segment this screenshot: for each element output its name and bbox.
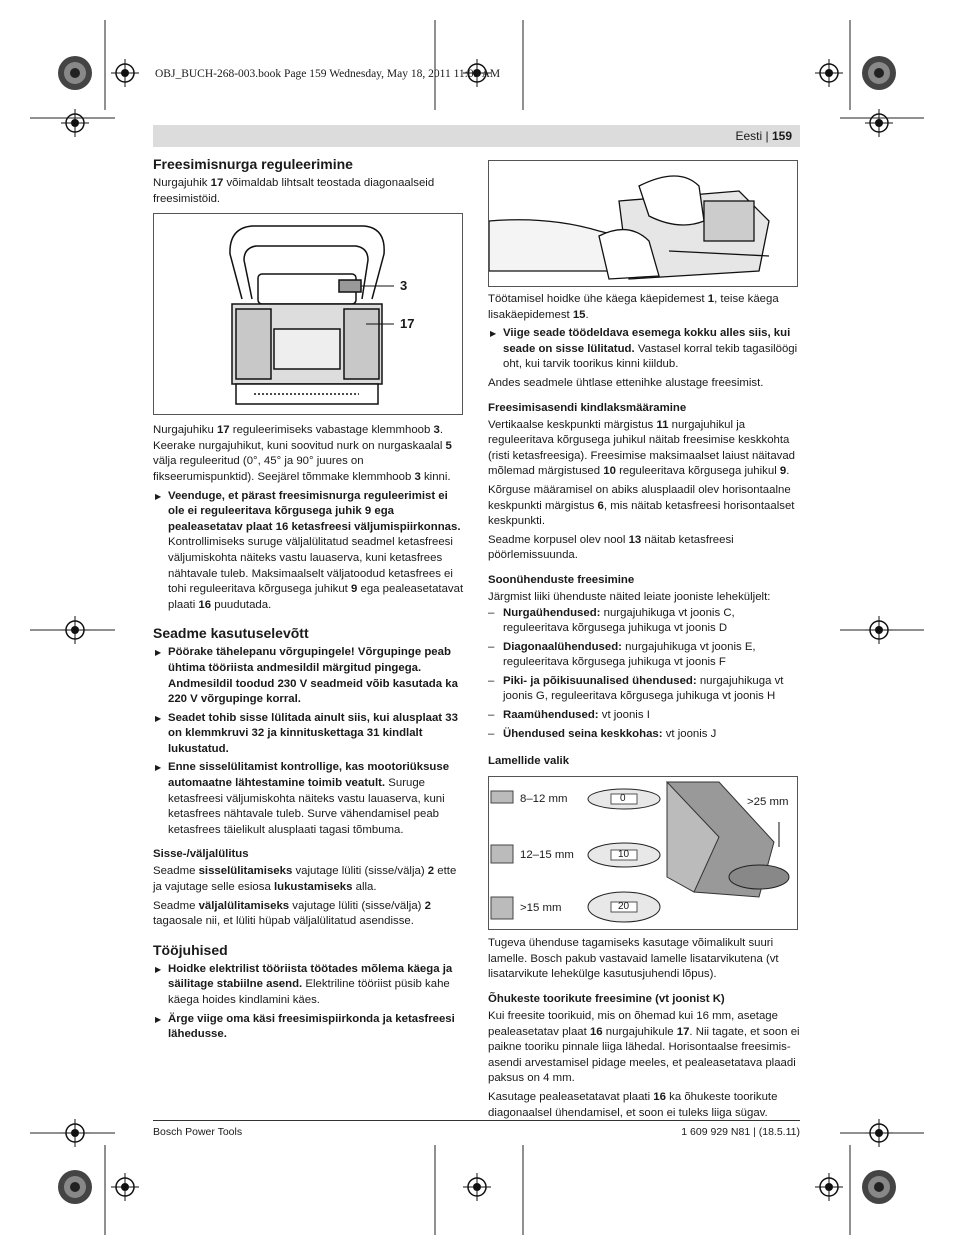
- hands-photo-figure: [488, 160, 798, 287]
- lamella-size-1: 0: [620, 793, 626, 805]
- subsection-title: Lamellide valik: [488, 755, 570, 768]
- paragraph: Tugeva ühenduse tagamiseks kasutage võimalikult suuri lamelle. Bosch pakub vastavaid lamelle lisatarvikutena (vt lisatarvikute lehekülge kasutusjuhendi lõpus).: [488, 937, 779, 981]
- right-column: [488, 160, 800, 1124]
- lamella-size-3: 20: [618, 901, 630, 913]
- lamella-range-2: 12–15 mm: [520, 849, 574, 862]
- bullet-item: ▶ Pöörake tähelepanu võrgupingele! Võrgupinge peab ühtima tööriista andmesildil märgitud pingega. Andmesildil toodud 230 V seadmeid võib kasutada ka 220 V võrgupinge korral.: [153, 645, 465, 707]
- list-item: – Nurgaühendused: nurgajuhikuga vt joonis C, reguleeritava kõrgusega juhikuga vt joonis D: [488, 606, 800, 637]
- paragraph: Nurgajuhiku 17 reguleerimiseks vabastage klemmhoob 3. Keerake nurgajuhikut, kuni soovitud nurk on nurgaskaalal 5 välja reguleeritud (0°, 45° ja 90° juures on fikseerumispunktid). Seejärel tõmmake klemmhoob 3 kinni.: [153, 424, 452, 483]
- bullet-item: ▶ Ärge viige oma käsi freesimispiirkonda ja ketasfreesi lähedusse.: [153, 1012, 465, 1043]
- bullet-item: ▶ Hoidke elektrilist tööriista töötades mõlema käega ja säilitage stabiilne asend. Elektriline tööriist püsib kahe käega hoides kindlamini käes.: [153, 962, 465, 1009]
- lamella-size-2: 10: [618, 849, 630, 861]
- left-column: [153, 156, 465, 1046]
- footer-rule: [153, 1120, 800, 1121]
- bullet-item: ▶ Veenduge, et pärast freesimisnurga reguleerimist ei ole ei reguleeritava kõrgusega juhik 9 ega pealeasetatav plaat 16 ketasfreesi väljumispiirkonnas. Kontrollimiseks suruge väljalülitatud seadmel ketasfreesi väljumiskohta näiteks vastu lauaserva, kuni ketasfrees nähtavale tuleb. Maksimaalselt väljatoodud ketasfrees ei tohi reguleeritava kõrgusega juhikut 9 ega pealeasetatavat plaati 16 puudutada.: [153, 489, 465, 614]
- bullet-item: ▶ Seadet tohib sisse lülitada ainult siis, kui alusplaat 33 on klemmkruvi 32 ja kinnituskettaga 31 kindlalt lukustatud.: [153, 711, 465, 758]
- page-header: Eesti | 159: [735, 129, 792, 143]
- list-item: – Piki- ja põikisuunalised ühendused: nurgajuhikuga vt joonis G, reguleeritava kõrgusega juhikuga vt joonis H: [488, 674, 800, 705]
- subsection-title: Freesimisasendi kindlaksmääramine: [488, 401, 687, 414]
- paragraph: Seadme sisselülitamiseks vajutage lüliti (sisse/välja) 2 ette ja vajutage selle esiosa lukustamiseks alla.: [153, 865, 457, 894]
- paragraph: Järgmist liiki ühenduste näited leiate jooniste leheküljelt:: [488, 590, 771, 603]
- paragraph: Seadme korpusel olev nool 13 näitab ketasfreesi pöörlemissuunda.: [488, 533, 734, 562]
- page-number: 159: [771, 129, 792, 143]
- photo-caption: Töötamisel hoidke ühe käega käepidemest 1, teise käega lisakäepidemest 15.: [488, 293, 779, 321]
- depth-label: >25 mm: [747, 796, 789, 809]
- section-title: Tööjuhised: [153, 941, 228, 958]
- footer-right: 1 609 929 N81 | (18.5.11): [681, 1126, 800, 1138]
- subsection-title: Soonühenduste freesimine: [488, 573, 635, 586]
- callout-17: 17: [400, 316, 415, 332]
- paragraph: Seadme väljalülitamiseks vajutage lüliti (sisse/välja) 2 tagaosale nii, et lüliti hüpab väljalülitatud asendisse.: [153, 899, 431, 928]
- book-header: OBJ_BUCH-268-003.book Page 159 Wednesday, May 18, 2011 11:03 AM: [155, 68, 501, 80]
- paragraph: Kasutage pealeasetatavat plaati 16 ka õhukeste toorikute diagonaalsel ühendamisel, et soon ei tuleks liiga sügav.: [488, 1091, 778, 1119]
- lamella-range-3: >15 mm: [520, 902, 562, 915]
- subsection-title: Sisse-/väljalülitus: [153, 848, 249, 861]
- joint-list: [488, 606, 800, 743]
- paragraph: Kui freesite toorikuid, mis on õhemad kui 16 mm, asetage pealeasetatav plaat 16 nurgajuhikule 17. Nii tagate, et soon ei paikne tooriku pinnale liiga lähedal. Horisontaalse freesimis-asendi arvestamisel pidage meeles, et pealeasetatava plaadi paksus on 4 mm.: [488, 1010, 800, 1085]
- list-item: – Ühendused seina keskkohas: vt joonis J: [488, 727, 800, 743]
- hands-on-tool-drawing: [489, 161, 797, 286]
- section-title: Seadme kasutuselevõtt: [153, 625, 309, 642]
- paragraph: Vertikaalse keskpunkti märgistus 11 nurgajuhikul ja reguleeritava kõrgusega juhikul näitab freesimise keskkohta (risti ketasfreesiga). Freesimise maksimaalset laiust näitavad mõlemad märgistused 10 reguleeritava kõrgusega juhikul 9.: [488, 418, 796, 478]
- paragraph: Kõrguse määramisel on abiks alusplaadil olev horisontaalne keskpunkti märgistus 6, mis näitab ketasfreesi horisontaalset keskpunkti.: [488, 483, 795, 528]
- paragraph: Andes seadmele ühtlase ettenihke alustage freesimist.: [488, 376, 764, 389]
- section-title: Freesimisnurga reguleerimine: [153, 156, 353, 172]
- angle-guide-figure: [153, 213, 463, 415]
- lamella-selection-figure: [488, 776, 798, 930]
- paragraph: Nurgajuhik 17 võimaldab lihtsalt teostada diagonaalseid freesimistöid.: [153, 177, 435, 205]
- list-item: – Diagonaalühendused: nurgajuhikuga vt joonis E, reguleeritava kõrgusega juhikuga vt joonis F: [488, 640, 800, 671]
- lamella-range-1: 8–12 mm: [520, 793, 568, 806]
- bullet-item: ▶ Enne sisselülitamist kontrollige, kas mootoriüksuse automaatne lähtestamine toimib veatult. Suruge ketasfreesi väljumiskohta näiteks vastu lauaserva, kuni ketasfrees nähtavale tuleb. Surve vähendamisel peab ketasfrees täielikult alusplaati tagasi tõmbuma.: [153, 760, 465, 838]
- subsection-title: Õhukeste toorikute freesimine (vt joonist K): [488, 993, 725, 1006]
- callout-3: 3: [400, 278, 408, 294]
- list-item: – Raamühendused: vt joonis I: [488, 708, 800, 724]
- footer-left: Bosch Power Tools: [153, 1126, 243, 1138]
- angle-guide-drawing: [154, 214, 462, 414]
- language-label: Eesti: [735, 129, 763, 143]
- bullet-item: ▶ Viige seade töödeldava esemega kokku alles siis, kui seade on sisse lülitatud. Vastasel korral tekib tagasilöögi oht, kui tarvik toorikus kinni kiildub.: [488, 326, 800, 373]
- page-header-band: [153, 125, 800, 147]
